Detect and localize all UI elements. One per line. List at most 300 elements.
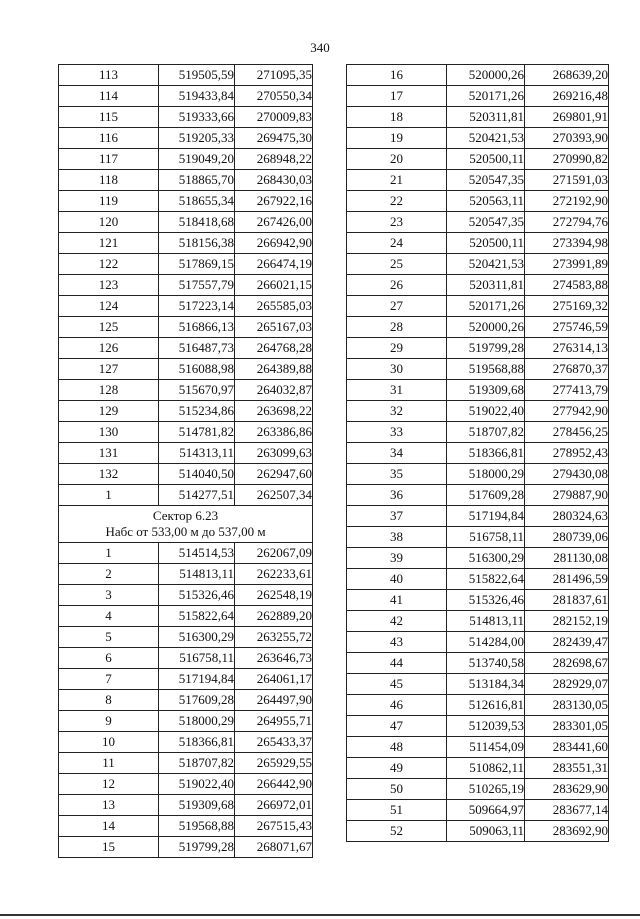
point-number: 124	[59, 296, 159, 317]
coord-y: 275746,59	[525, 317, 609, 338]
coord-x: 520311,81	[447, 107, 525, 128]
coord-y: 281496,59	[525, 569, 609, 590]
page-number: 340	[310, 40, 330, 55]
coord-x: 519568,88	[447, 359, 525, 380]
point-number: 114	[59, 86, 159, 107]
coord-x: 513740,58	[447, 653, 525, 674]
coord-x: 520547,35	[447, 170, 525, 191]
table-row	[59, 464, 313, 485]
point-number: 18	[347, 107, 447, 128]
coord-x: 520000,26	[447, 317, 525, 338]
table-row	[347, 107, 609, 128]
coord-x: 519309,68	[447, 380, 525, 401]
table-row	[59, 359, 313, 380]
point-number: 20	[347, 149, 447, 170]
sector-subtitle: Набс от 533,00 м до 537,00 м	[105, 524, 266, 539]
coord-y: 272192,90	[525, 191, 609, 212]
coord-y: 282698,67	[525, 653, 609, 674]
coord-x: 513184,34	[447, 674, 525, 695]
table-row	[59, 380, 313, 401]
table-row	[347, 506, 609, 527]
point-number: 21	[347, 170, 447, 191]
coord-y: 262507,34	[235, 485, 313, 506]
table-row	[347, 527, 609, 548]
table-row	[347, 590, 609, 611]
point-number: 27	[347, 296, 447, 317]
coord-x: 516866,13	[159, 317, 235, 338]
table-row	[347, 821, 609, 842]
coord-y: 269475,30	[235, 128, 313, 149]
coord-x: 518707,82	[159, 753, 235, 774]
coord-x: 520421,53	[447, 254, 525, 275]
coord-y: 273394,98	[525, 233, 609, 254]
point-number: 31	[347, 380, 447, 401]
point-number: 45	[347, 674, 447, 695]
coord-x: 515234,86	[159, 401, 235, 422]
left-table-body-top	[59, 65, 313, 506]
point-number: 46	[347, 695, 447, 716]
table-row	[347, 254, 609, 275]
coord-y: 270990,82	[525, 149, 609, 170]
point-number: 129	[59, 401, 159, 422]
coord-x: 514313,11	[159, 443, 235, 464]
coord-x: 520000,26	[447, 65, 525, 86]
coord-x: 512616,81	[447, 695, 525, 716]
table-row	[347, 695, 609, 716]
coord-y: 264768,28	[235, 338, 313, 359]
coord-x: 518418,68	[159, 212, 235, 233]
coord-x: 514514,53	[159, 543, 235, 564]
table-row	[347, 716, 609, 737]
coord-x: 515822,64	[447, 569, 525, 590]
coord-y: 266942,90	[235, 233, 313, 254]
coord-x: 517869,15	[159, 254, 235, 275]
point-number: 35	[347, 464, 447, 485]
coord-x: 520500,11	[447, 149, 525, 170]
coord-y: 283130,05	[525, 695, 609, 716]
coord-x: 516487,73	[159, 338, 235, 359]
coord-x: 519568,88	[159, 816, 235, 837]
table-row	[59, 711, 313, 732]
coord-y: 270393,90	[525, 128, 609, 149]
table-row	[59, 107, 313, 128]
coord-y: 271591,03	[525, 170, 609, 191]
coord-y: 277413,79	[525, 380, 609, 401]
coord-x: 516758,11	[447, 527, 525, 548]
coord-y: 268639,20	[525, 65, 609, 86]
coord-y: 262548,19	[235, 585, 313, 606]
coord-y: 281837,61	[525, 590, 609, 611]
point-number: 52	[347, 821, 447, 842]
coord-y: 282152,19	[525, 611, 609, 632]
coord-x: 516088,98	[159, 359, 235, 380]
table-row	[59, 837, 313, 858]
table-row	[59, 170, 313, 191]
coord-x: 519799,28	[159, 837, 235, 858]
table-row	[347, 191, 609, 212]
coord-y: 282439,47	[525, 632, 609, 653]
coord-y: 280324,63	[525, 506, 609, 527]
point-number: 41	[347, 590, 447, 611]
table-row	[347, 443, 609, 464]
coord-y: 283551,31	[525, 758, 609, 779]
coord-y: 263646,73	[235, 648, 313, 669]
table-row	[347, 212, 609, 233]
table-row	[347, 569, 609, 590]
point-number: 44	[347, 653, 447, 674]
coord-y: 265585,03	[235, 296, 313, 317]
coord-y: 264389,88	[235, 359, 313, 380]
point-number: 34	[347, 443, 447, 464]
coord-y: 266474,19	[235, 254, 313, 275]
coord-x: 518865,70	[159, 170, 235, 191]
point-number: 3	[59, 585, 159, 606]
coord-y: 272794,76	[525, 212, 609, 233]
table-row	[59, 254, 313, 275]
table-row	[59, 401, 313, 422]
coord-y: 270009,83	[235, 107, 313, 128]
coord-y: 263698,22	[235, 401, 313, 422]
table-row	[59, 543, 313, 564]
table-row	[347, 401, 609, 422]
coord-y: 276314,13	[525, 338, 609, 359]
table-row	[347, 464, 609, 485]
point-number: 15	[59, 837, 159, 858]
table-row	[347, 86, 609, 107]
point-number: 125	[59, 317, 159, 338]
coord-y: 266021,15	[235, 275, 313, 296]
coord-y: 264032,87	[235, 380, 313, 401]
coord-y: 263255,72	[235, 627, 313, 648]
table-row	[59, 338, 313, 359]
table-row	[59, 690, 313, 711]
coord-y: 262067,09	[235, 543, 313, 564]
coord-y: 280739,06	[525, 527, 609, 548]
coord-x: 515326,46	[159, 585, 235, 606]
coord-y: 268071,67	[235, 837, 313, 858]
coord-x: 509664,97	[447, 800, 525, 821]
table-row	[347, 422, 609, 443]
coord-y: 265433,37	[235, 732, 313, 753]
table-row	[59, 732, 313, 753]
point-number: 115	[59, 107, 159, 128]
table-row	[59, 753, 313, 774]
table-row	[347, 548, 609, 569]
coord-y: 265929,55	[235, 753, 313, 774]
coord-x: 517557,79	[159, 275, 235, 296]
coord-y: 267922,16	[235, 191, 313, 212]
point-number: 29	[347, 338, 447, 359]
coord-x: 517609,28	[447, 485, 525, 506]
point-number: 2	[59, 564, 159, 585]
point-number: 51	[347, 800, 447, 821]
point-number: 5	[59, 627, 159, 648]
table-row	[347, 170, 609, 191]
coord-y: 276870,37	[525, 359, 609, 380]
point-number: 116	[59, 128, 159, 149]
point-number: 26	[347, 275, 447, 296]
table-row	[347, 317, 609, 338]
coord-x: 520171,26	[447, 296, 525, 317]
table-row	[347, 653, 609, 674]
point-number: 23	[347, 212, 447, 233]
table-row	[347, 611, 609, 632]
point-number: 37	[347, 506, 447, 527]
point-number: 9	[59, 711, 159, 732]
coord-x: 520311,81	[447, 275, 525, 296]
table-row	[347, 338, 609, 359]
coord-x: 518000,29	[159, 711, 235, 732]
coord-y: 264497,90	[235, 690, 313, 711]
table-row	[59, 485, 313, 506]
point-number: 42	[347, 611, 447, 632]
coord-y: 283677,14	[525, 800, 609, 821]
coord-x: 518156,38	[159, 233, 235, 254]
point-number: 16	[347, 65, 447, 86]
coord-x: 515822,64	[159, 606, 235, 627]
table-row	[347, 674, 609, 695]
coord-y: 279430,08	[525, 464, 609, 485]
point-number: 40	[347, 569, 447, 590]
coord-x: 517194,84	[159, 669, 235, 690]
table-row	[59, 443, 313, 464]
coord-x: 516758,11	[159, 648, 235, 669]
table-row	[59, 233, 313, 254]
coord-x: 514284,00	[447, 632, 525, 653]
point-number: 127	[59, 359, 159, 380]
point-number: 128	[59, 380, 159, 401]
table-row	[59, 816, 313, 837]
coord-y: 277942,90	[525, 401, 609, 422]
point-number: 14	[59, 816, 159, 837]
coord-y: 269801,91	[525, 107, 609, 128]
point-number: 30	[347, 359, 447, 380]
coord-y: 263386,86	[235, 422, 313, 443]
coord-x: 519799,28	[447, 338, 525, 359]
point-number: 131	[59, 443, 159, 464]
coord-y: 279887,90	[525, 485, 609, 506]
coord-y: 283441,60	[525, 737, 609, 758]
table-row	[347, 737, 609, 758]
coord-y: 262947,60	[235, 464, 313, 485]
point-number: 7	[59, 669, 159, 690]
table-row	[347, 296, 609, 317]
point-number: 22	[347, 191, 447, 212]
table-row	[59, 774, 313, 795]
point-number: 6	[59, 648, 159, 669]
table-row	[347, 275, 609, 296]
point-number: 119	[59, 191, 159, 212]
table-row	[59, 564, 313, 585]
coord-x: 519022,40	[447, 401, 525, 422]
point-number: 47	[347, 716, 447, 737]
coord-x: 519505,59	[159, 65, 235, 86]
coord-y: 266442,90	[235, 774, 313, 795]
table-row	[59, 648, 313, 669]
table-row	[347, 800, 609, 821]
table-row	[59, 795, 313, 816]
coord-y: 283629,90	[525, 779, 609, 800]
sector-header	[59, 506, 313, 543]
point-number: 117	[59, 149, 159, 170]
coord-x: 519205,33	[159, 128, 235, 149]
table-row	[347, 779, 609, 800]
coord-y: 262889,20	[235, 606, 313, 627]
point-number: 28	[347, 317, 447, 338]
coord-y: 262233,61	[235, 564, 313, 585]
sector-header-row	[59, 506, 313, 543]
coord-x: 518000,29	[447, 464, 525, 485]
coord-y: 283301,05	[525, 716, 609, 737]
coord-y: 264061,17	[235, 669, 313, 690]
coord-y: 268430,03	[235, 170, 313, 191]
point-number: 36	[347, 485, 447, 506]
point-number: 1	[59, 485, 159, 506]
point-number: 24	[347, 233, 447, 254]
point-number: 38	[347, 527, 447, 548]
coord-y: 271095,35	[235, 65, 313, 86]
coord-x: 510265,19	[447, 779, 525, 800]
point-number: 1	[59, 543, 159, 564]
coord-x: 519333,66	[159, 107, 235, 128]
table-row	[347, 233, 609, 254]
point-number: 32	[347, 401, 447, 422]
right-table-body	[347, 65, 609, 842]
coord-y: 283692,90	[525, 821, 609, 842]
coord-y: 278952,43	[525, 443, 609, 464]
sector-title: Сектор 6.23	[152, 508, 219, 523]
table-row	[347, 128, 609, 149]
coord-x: 514277,51	[159, 485, 235, 506]
point-number: 113	[59, 65, 159, 86]
table-row	[347, 149, 609, 170]
coord-y: 273991,89	[525, 254, 609, 275]
coord-y: 265167,03	[235, 317, 313, 338]
table-row	[59, 149, 313, 170]
coord-y: 275169,32	[525, 296, 609, 317]
coord-x: 519022,40	[159, 774, 235, 795]
coord-x: 520547,35	[447, 212, 525, 233]
coord-y: 270550,34	[235, 86, 313, 107]
point-number: 12	[59, 774, 159, 795]
coord-x: 519049,20	[159, 149, 235, 170]
coord-x: 520421,53	[447, 128, 525, 149]
point-number: 8	[59, 690, 159, 711]
point-number: 39	[347, 548, 447, 569]
coord-x: 520563,11	[447, 191, 525, 212]
point-number: 10	[59, 732, 159, 753]
point-number: 122	[59, 254, 159, 275]
table-row	[59, 128, 313, 149]
coord-x: 516300,29	[159, 627, 235, 648]
table-row	[59, 585, 313, 606]
point-number: 17	[347, 86, 447, 107]
point-number: 4	[59, 606, 159, 627]
table-row	[59, 65, 313, 86]
coord-x: 516300,29	[447, 548, 525, 569]
coord-x: 520171,26	[447, 86, 525, 107]
table-row	[59, 296, 313, 317]
table-row	[347, 485, 609, 506]
table-row	[59, 191, 313, 212]
point-number: 132	[59, 464, 159, 485]
point-number: 43	[347, 632, 447, 653]
coord-x: 518707,82	[447, 422, 525, 443]
table-row	[59, 606, 313, 627]
point-number: 126	[59, 338, 159, 359]
table-row	[347, 758, 609, 779]
coord-y: 264955,71	[235, 711, 313, 732]
coord-x: 519433,84	[159, 86, 235, 107]
coord-x: 517223,14	[159, 296, 235, 317]
table-row	[59, 627, 313, 648]
coord-x: 518655,34	[159, 191, 235, 212]
coord-x: 514781,82	[159, 422, 235, 443]
coord-x: 510862,11	[447, 758, 525, 779]
point-number: 48	[347, 737, 447, 758]
point-number: 118	[59, 170, 159, 191]
table-row	[59, 86, 313, 107]
table-row	[59, 317, 313, 338]
table-row	[347, 65, 609, 86]
coordinates-table-right	[346, 64, 609, 842]
coord-y: 281130,08	[525, 548, 609, 569]
table-row	[59, 422, 313, 443]
point-number: 130	[59, 422, 159, 443]
coord-y: 267515,43	[235, 816, 313, 837]
coord-x: 517194,84	[447, 506, 525, 527]
point-number: 121	[59, 233, 159, 254]
point-number: 25	[347, 254, 447, 275]
coord-x: 509063,11	[447, 821, 525, 842]
point-number: 120	[59, 212, 159, 233]
coord-x: 515670,97	[159, 380, 235, 401]
coord-y: 278456,25	[525, 422, 609, 443]
coord-x: 514813,11	[447, 611, 525, 632]
table-row	[59, 212, 313, 233]
coord-x: 517609,28	[159, 690, 235, 711]
page-bottom-rule	[0, 914, 640, 916]
coord-x: 519309,68	[159, 795, 235, 816]
coord-x: 514040,50	[159, 464, 235, 485]
coord-y: 274583,88	[525, 275, 609, 296]
table-row	[59, 275, 313, 296]
coord-x: 515326,46	[447, 590, 525, 611]
point-number: 19	[347, 128, 447, 149]
point-number: 123	[59, 275, 159, 296]
coord-y: 266972,01	[235, 795, 313, 816]
coord-x: 518366,81	[159, 732, 235, 753]
coord-y: 269216,48	[525, 86, 609, 107]
coord-y: 268948,22	[235, 149, 313, 170]
table-row	[347, 380, 609, 401]
coord-x: 518366,81	[447, 443, 525, 464]
coord-y: 263099,63	[235, 443, 313, 464]
point-number: 50	[347, 779, 447, 800]
left-table-body-bottom	[59, 543, 313, 858]
point-number: 11	[59, 753, 159, 774]
table-row	[347, 359, 609, 380]
point-number: 49	[347, 758, 447, 779]
coordinates-table-left	[58, 64, 313, 858]
coord-x: 514813,11	[159, 564, 235, 585]
coord-y: 267426,00	[235, 212, 313, 233]
coord-x: 520500,11	[447, 233, 525, 254]
point-number: 13	[59, 795, 159, 816]
coord-x: 512039,53	[447, 716, 525, 737]
table-row	[59, 669, 313, 690]
point-number: 33	[347, 422, 447, 443]
